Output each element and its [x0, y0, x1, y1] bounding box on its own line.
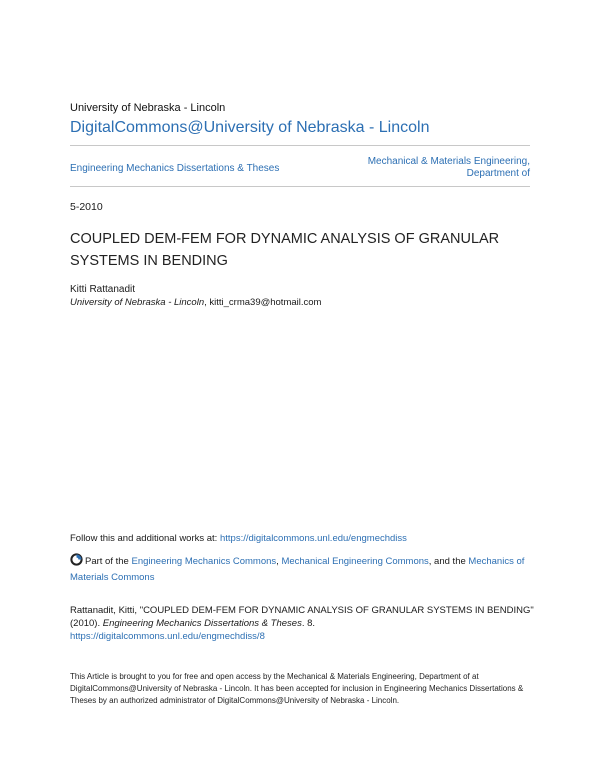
- document-title: [70, 228, 540, 272]
- bottom-divider: [70, 186, 530, 187]
- department-line-2: Department of: [466, 168, 530, 179]
- follow-link[interactable]: https://digitalcommons.unl.edu/engmechdiss: [219, 533, 407, 544]
- citation-link[interactable]: https://digitalcommons.unl.edu/engmechdiss/8: [70, 631, 265, 642]
- open-access-icon: [70, 553, 83, 566]
- title-line-2: SYSTEMS IN BENDING: [70, 253, 228, 269]
- follow-prefix: Follow this and additional works at:: [70, 533, 220, 544]
- collection-link-dissertations[interactable]: Engineering Mechanics Dissertations & Theses: [70, 163, 280, 174]
- citation-text-2: . 8.: [301, 618, 316, 629]
- citation: [70, 604, 540, 643]
- publication-date: 5-2010: [70, 201, 103, 213]
- follow-line: [70, 533, 407, 544]
- author-affiliation: [70, 297, 321, 308]
- citation-text-1: Rattanadit, Kitti, "COUPLED DEM-FEM FOR DYNAMIC ANALYSIS OF GRANULAR SYSTEMS IN BENDING" (2010).: [70, 605, 534, 629]
- author-name: Kitti Rattanadit: [70, 284, 136, 295]
- institution-name: University of Nebraska - Lincoln: [70, 102, 226, 114]
- affiliation-name: University of Nebraska - Lincoln: [70, 297, 205, 308]
- part-of-sep-1: ,: [276, 556, 282, 567]
- top-divider: [70, 145, 530, 146]
- commons-link-mechanical-engineering[interactable]: Mechanical Engineering Commons: [281, 556, 429, 567]
- repository-link[interactable]: DigitalCommons@University of Nebraska - Lincoln: [70, 119, 430, 136]
- part-of-sep-2: , and the: [428, 556, 469, 567]
- title-line-1: COUPLED DEM-FEM FOR DYNAMIC ANALYSIS OF GRANULAR: [70, 231, 500, 247]
- author-email: , kitti_crma39@hotmail.com: [204, 297, 322, 308]
- part-of-line: [70, 553, 540, 586]
- access-statement: This Article is brought to you for free and open access by the Mechanical & Materials Engineering, Department of at DigitalCommons@University of Nebraska - Lincoln. It has been accepted for inclusion in Engineering Mechanics Dissertations & Theses by an authorized administrator of DigitalCommons@University of Nebraska - Lincoln.: [70, 672, 524, 705]
- citation-series: Engineering Mechanics Dissertations & Theses: [102, 618, 302, 629]
- department-line-1: Mechanical & Materials Engineering,: [367, 156, 530, 167]
- part-of-prefix: Part of the: [85, 556, 132, 567]
- commons-link-mechanics-of-materials[interactable]: Mechanics of Materials Commons: [70, 556, 525, 583]
- commons-link-engineering-mechanics[interactable]: Engineering Mechanics Commons: [131, 556, 277, 567]
- collection-link-department[interactable]: [330, 156, 530, 180]
